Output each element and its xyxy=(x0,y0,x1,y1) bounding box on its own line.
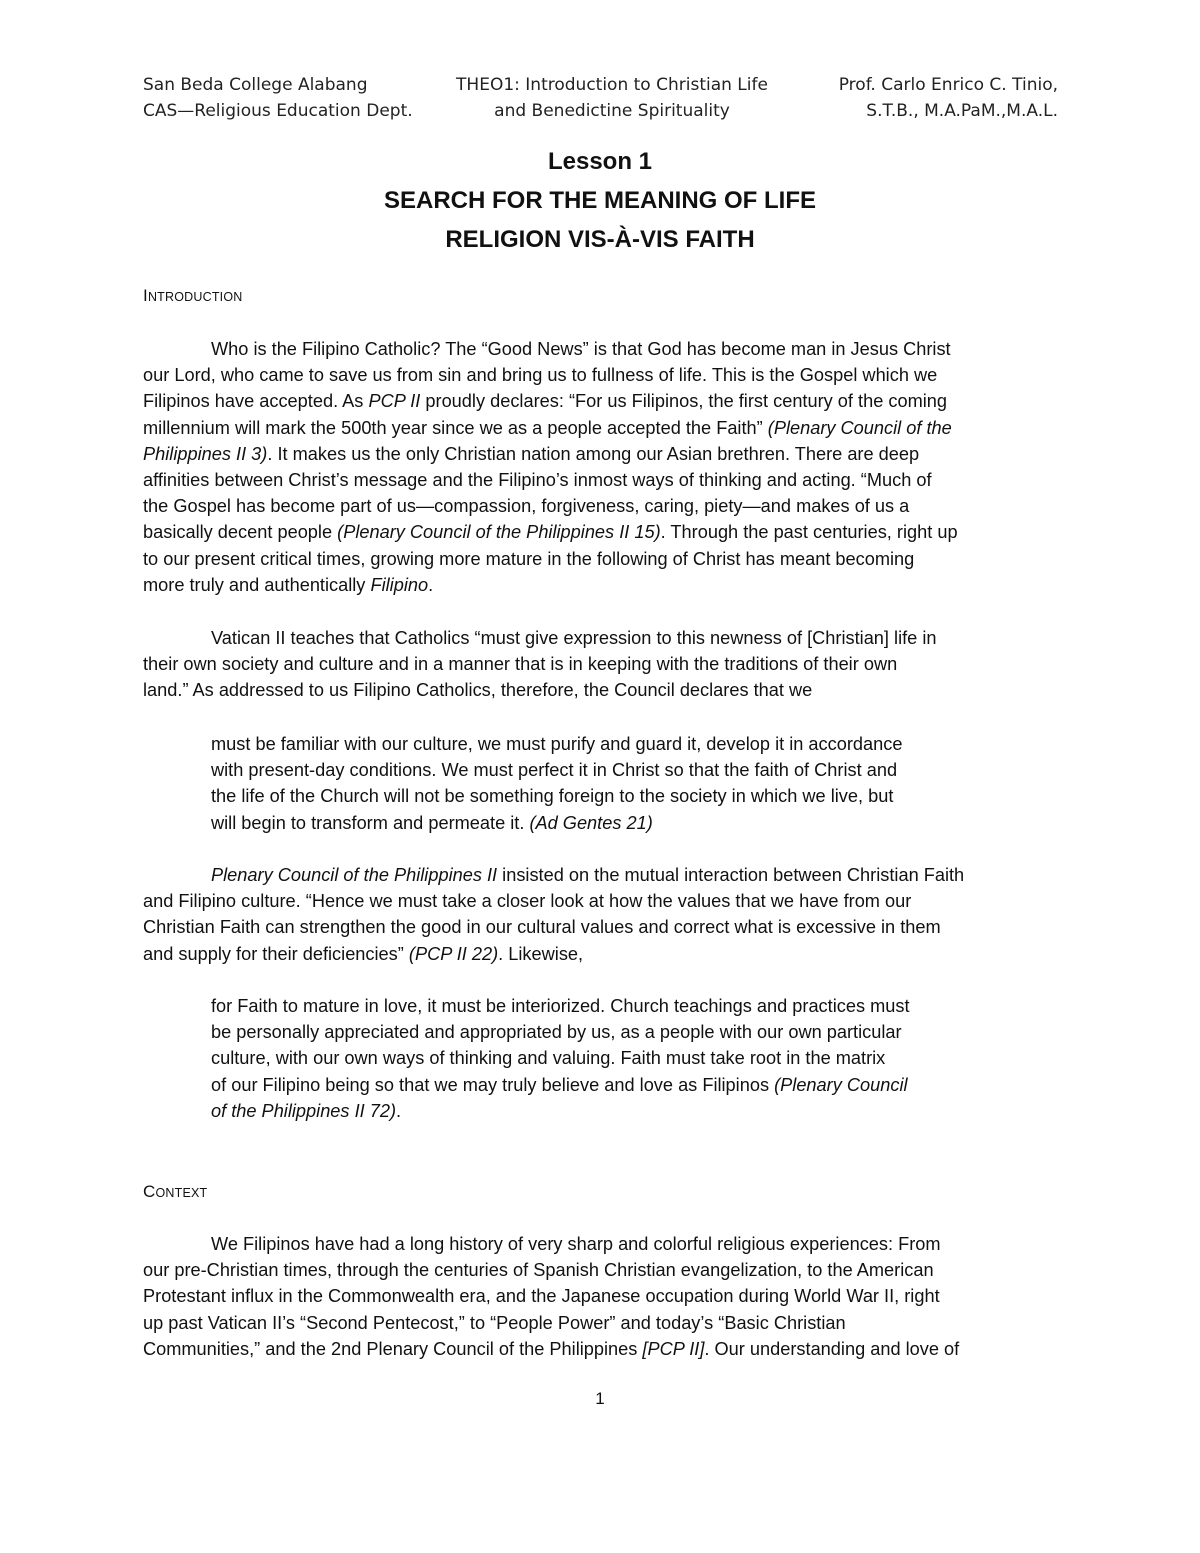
text-line: Vatican II teaches that Catholics “must give expression to this newness of [Christian] life in xyxy=(211,628,937,648)
text-line: affinities between Christ’s message and the Filipino’s inmost ways of thinking and acting. “Much of xyxy=(143,470,932,491)
page-number: 1 xyxy=(595,1389,605,1408)
text-line: up past Vatican II’s “Second Pentecost,” to “People Power” and today’s “Basic Christian xyxy=(143,1312,846,1333)
header-college: San Beda College Alabang xyxy=(143,75,368,95)
section-heading-introduction xyxy=(143,286,243,306)
header-course-line1: THEO1: Introduction to Christian Life xyxy=(456,75,768,95)
text-line: the Gospel has become part of us—compassion, forgiveness, caring, piety—and makes of us a xyxy=(143,496,910,517)
text-line: our pre-Christian times, through the centuries of Spanish Christian evangelization, to the American xyxy=(143,1260,934,1281)
blockquote-ad-gentes xyxy=(211,731,1011,836)
header-department: CAS—Religious Education Dept. xyxy=(143,101,413,121)
text-line: the life of the Church will not be something foreign to the society in which we live, but xyxy=(211,786,894,807)
text-line: culture, with our own ways of thinking and valuing. Faith must take root in the matrix xyxy=(211,1048,886,1069)
text-line: Communities,” and the 2nd Plenary Council of the Philippines [PCP II]. Our understanding and love of xyxy=(143,1338,960,1359)
paragraph-vatican-ii xyxy=(143,625,1063,704)
lesson-subtitle: RELIGION VIS-À-VIS FAITH xyxy=(445,226,755,253)
text-line: Protestant influx in the Commonwealth era, and the Japanese occupation during World War II, right xyxy=(143,1286,940,1307)
section-heading-context xyxy=(143,1182,207,1202)
text-line: for Faith to mature in love, it must be interiorized. Church teachings and practices must xyxy=(211,996,910,1016)
header-course xyxy=(447,72,777,124)
header-institution xyxy=(143,72,413,124)
text-line: be personally appreciated and appropriated by us, as a people with our own particular xyxy=(211,1022,902,1043)
text-line: more truly and authentically Filipino. xyxy=(143,574,434,595)
text-line: and supply for their deficiencies” (PCP II 22). Likewise, xyxy=(143,943,584,964)
text-line: must be familiar with our culture, we must purify and guard it, develop it in accordance xyxy=(211,734,903,754)
paragraph-filipino-catholic xyxy=(143,336,1063,598)
text-line: basically decent people (Plenary Council of the Philippines II 15). Through the past centuries, right up xyxy=(143,522,958,543)
text-line: Plenary Council of the Philippines II insisted on the mutual interaction between Christian Faith xyxy=(211,865,965,885)
text-line: our Lord, who came to save us from sin and bring us to fullness of life. This is the Gospel which we xyxy=(143,365,938,386)
heading-rest: NTRODUCTION xyxy=(147,290,243,304)
text-line: Who is the Filipino Catholic? The “Good News” is that God has become man in Jesus Christ xyxy=(211,339,951,359)
paragraph-context xyxy=(143,1231,1063,1362)
text-line: Christian Faith can strengthen the good in our cultural values and correct what is excessive in them xyxy=(143,917,941,938)
text-line: and Filipino culture. “Hence we must take a closer look at how the values that we have from our xyxy=(143,891,912,912)
heading-rest: ONTEXT xyxy=(155,1186,208,1200)
blockquote-pcp-72 xyxy=(211,993,1011,1124)
text-line: We Filipinos have had a long history of very sharp and colorful religious experiences: From xyxy=(211,1234,941,1254)
text-line: Filipinos have accepted. As PCP II proudly declares: “For us Filipinos, the first century of the coming xyxy=(143,391,947,412)
paragraph-pcp-ii xyxy=(143,862,1063,967)
text-line: to our present critical times, growing more mature in the following of Christ has meant becoming xyxy=(143,548,915,569)
heading-initial: C xyxy=(143,1182,156,1201)
text-line: of the Philippines II 72). xyxy=(211,1100,402,1121)
text-line: their own society and culture and in a manner that is in keeping with the traditions of their own xyxy=(143,654,898,675)
header-professor xyxy=(839,72,1058,124)
header-professor-name: Prof. Carlo Enrico C. Tinio, xyxy=(838,75,1058,95)
lesson-number: Lesson 1 xyxy=(547,148,653,175)
text-line: millennium will mark the 500th year since we as a people accepted the Faith” (Plenary Council of the xyxy=(143,417,952,438)
header-professor-degrees: S.T.B., M.A.PaM.,M.A.L. xyxy=(866,101,1058,121)
text-line: of our Filipino being so that we may truly believe and love as Filipinos (Plenary Council xyxy=(211,1074,908,1095)
text-line: with present-day conditions. We must perfect it in Christ so that the faith of Christ and xyxy=(211,760,898,781)
text-line: land.” As addressed to us Filipino Catholics, therefore, the Council declares that we xyxy=(143,680,813,701)
text-line: Philippines II 3). It makes us the only Christian nation among our Asian brethren. There are deep xyxy=(143,443,920,464)
lesson-title: SEARCH FOR THE MEANING OF LIFE xyxy=(384,187,816,214)
heading-initial: I xyxy=(143,286,148,305)
text-line: will begin to transform and permeate it. (Ad Gentes 21) xyxy=(211,812,653,833)
header-course-line2: and Benedictine Spirituality xyxy=(494,101,730,121)
